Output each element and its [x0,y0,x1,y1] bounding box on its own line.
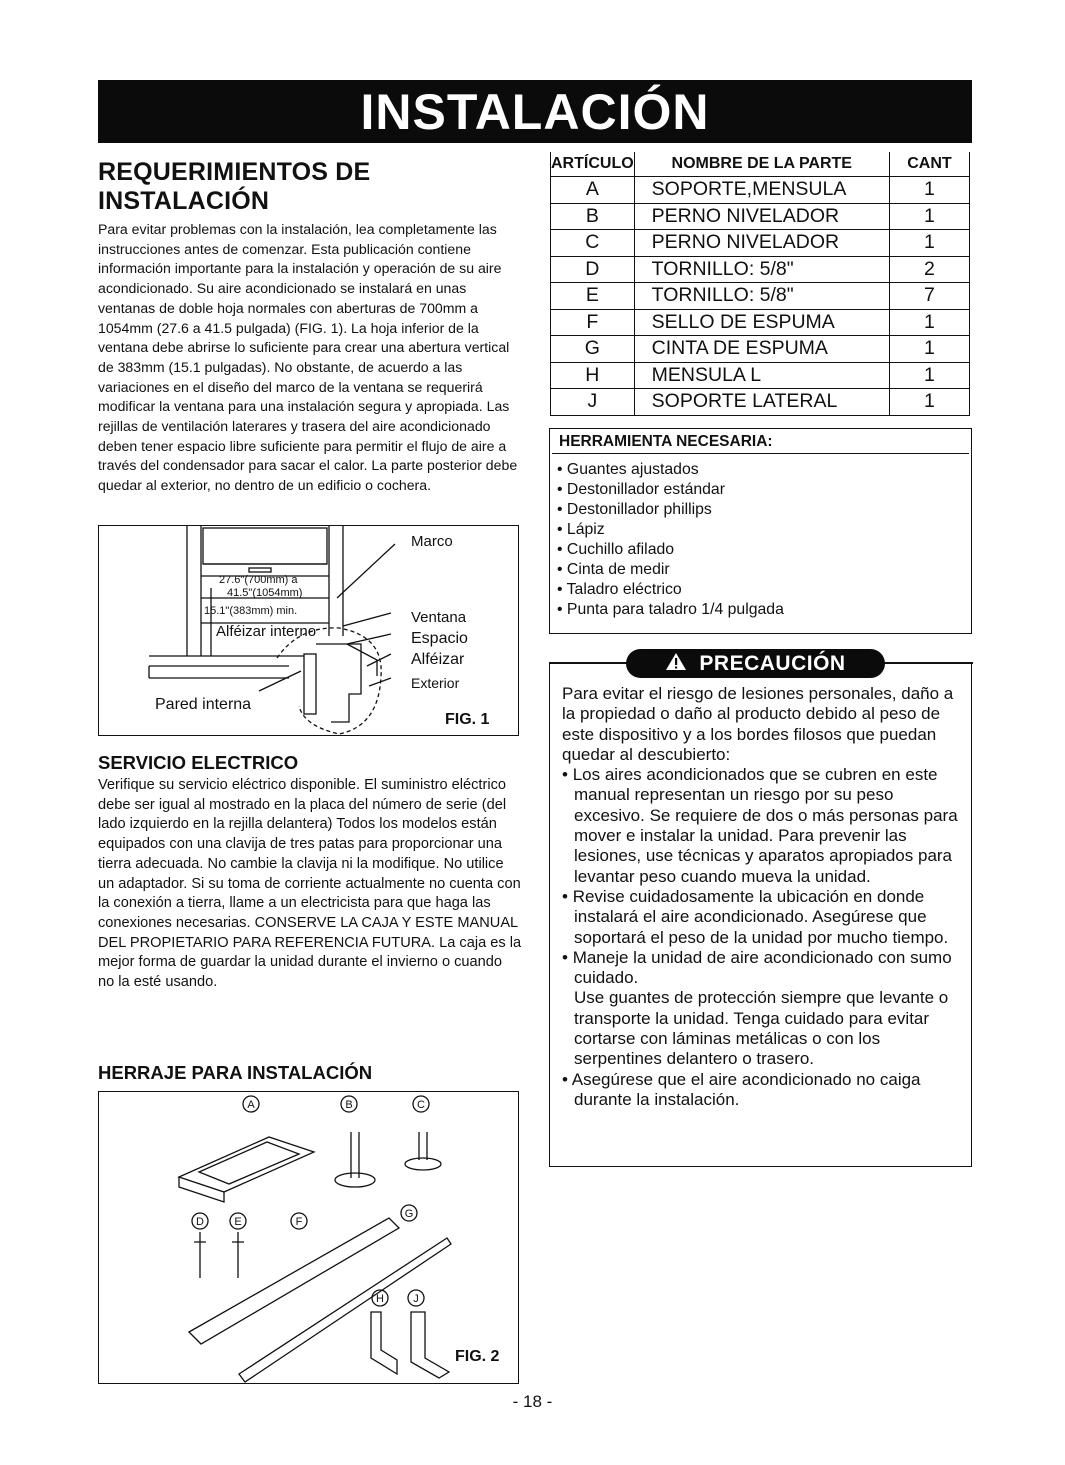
table-header-row [551,152,970,177]
cell-name: PERNO NIVELADOR [634,230,889,257]
cell-article: G [551,336,635,363]
caution-title: PRECAUCIÓN [699,651,846,675]
svg-text:E: E [234,1216,242,1228]
cell-name: SELLO DE ESPUMA [634,309,889,336]
cell-qty: 1 [889,362,969,389]
list-item: • Destonillador phillips [557,500,971,520]
electric-section [98,752,522,993]
window-diagram [99,526,520,737]
cell-name: MENSULA L [634,362,889,389]
cell-qty: 1 [889,203,969,230]
cell-qty: 1 [889,177,969,204]
page-number: - 18 - [512,1392,553,1411]
list-item: • Taladro eléctrico [557,580,971,600]
caution-list [562,765,967,988]
cell-name: SOPORTE,MENSULA [634,177,889,204]
svg-text:H: H [376,1293,384,1305]
caution-box [549,651,972,1167]
svg-text:B: B [345,1099,353,1111]
svg-text:27.6"(700mm) a: 27.6"(700mm) a [219,574,298,586]
svg-text:Alféizar interno: Alféizar interno [216,623,317,640]
cell-article: J [551,389,635,416]
table-row [551,389,970,416]
svg-text:J: J [413,1293,419,1305]
cell-article: H [551,362,635,389]
table-row [551,362,970,389]
list-item: • Guantes ajustados [557,460,971,480]
table-row [551,177,970,204]
tools-title: HERRAMIENTA NECESARIA: [552,429,969,454]
svg-text:D: D [196,1216,204,1228]
cell-article: B [551,203,635,230]
cell-article: D [551,256,635,283]
svg-text:Pared interna: Pared interna [155,696,252,713]
warning-icon [665,652,687,677]
col-header-article: ARTÍCULO [551,152,635,177]
electric-body: Verifique su servicio eléctrico disponible. El suministro eléctrico debe ser igual al mostrado en la placa del número de serie (del lado izquierdo en la rejilla delantera) Todos los modelos están equipados con una clavija de tres patas para proporcionar una tierra adecuada. No cambie la clavija ni la modifique. No utilice un adaptador. Si su toma de corriente actualmente no cuenta con la conexión a tierra, llame a un electricista para que haga las conexiones necesarias. CONSERVE LA CAJA Y ESTE MANUAL DEL PROPIETARIO PARA REFERENCIA FUTURA. La caja es la mejor forma de guardar la unidad durante el invierno o cuando no la esté usando. [98,777,522,991]
cell-article: E [551,283,635,310]
svg-text:G: G [404,1208,414,1220]
list-item: • Lápiz [557,520,971,540]
list-item: • Cinta de medir [557,560,971,580]
caution-badge [626,649,885,678]
svg-text:15.1"(383mm) min.: 15.1"(383mm) min. [204,605,298,617]
electric-title: SERVICIO ELECTRICO [98,752,299,773]
cell-name: CINTA DE ESPUMA [634,336,889,363]
cell-name: TORNILLO: 5/8" [634,283,889,310]
cell-article: A [551,177,635,204]
col-header-qty: CANT [889,152,969,177]
fig2-label: FIG. 2 [455,1348,500,1365]
list-item: • Revise cuidadosamente la ubicación en donde instalará el aire acondicionado. Asegúrese que soportará el peso de la unidad por mucho tiempo. [562,887,967,948]
svg-text:Ventana: Ventana [411,609,467,626]
cell-article: F [551,309,635,336]
cell-qty: 2 [889,256,969,283]
list-item: • Maneje la unidad de aire acondicionado con sumo cuidado. [562,948,967,989]
parts-table [550,152,970,416]
cell-name: SOPORTE LATERAL [634,389,889,416]
cell-article: C [551,230,635,257]
table-row [551,336,970,363]
svg-text:Espacio: Espacio [411,630,468,647]
table-row [551,230,970,257]
cell-qty: 1 [889,336,969,363]
list-item: • Los aires acondicionados que se cubren en este manual representan un riesgo por su peso excesivo. Se requiere de dos o más personas para mover e instalar la unidad. Para prevenir las lesiones, use técnicas y aparatos apropiados para levantar peso cuando mueva la unidad. [562,765,967,887]
svg-text:Alféizar: Alféizar [411,651,465,668]
cell-qty: 7 [889,283,969,310]
table-row [551,283,970,310]
caution-list-end [562,1070,967,1111]
cell-qty: 1 [889,230,969,257]
figure-2 [98,1091,519,1384]
svg-text:F: F [295,1216,303,1228]
svg-text:A: A [247,1099,255,1111]
svg-text:C: C [417,1099,425,1111]
caution-subtext: Use guantes de protección siempre que levante o transporte la unidad. Tenga cuidado para evitar cortarse con láminas metálicas o con los serpentines delantero o trasero. [574,988,949,1069]
list-item: • Asegúrese que el aire acondicionado no caiga durante la instalación. [562,1070,967,1111]
fig1-label: FIG. 1 [445,711,490,728]
cell-qty: 1 [889,309,969,336]
cell-name: PERNO NIVELADOR [634,203,889,230]
list-item: • Destonillador estándar [557,480,971,500]
svg-text:Exterior: Exterior [411,675,460,691]
svg-text:41.5"(1054mm): 41.5"(1054mm) [227,587,303,599]
figure-1 [98,525,519,736]
svg-text:Marco: Marco [411,533,453,550]
cell-qty: 1 [889,389,969,416]
caution-body [562,684,967,1110]
hardware-title: HERRAJE PARA INSTALACIÓN [98,1062,373,1083]
requirements-title: REQUERIMIENTOS DE INSTALACIÓN [98,158,371,215]
page-title: INSTALACIÓN [360,83,710,140]
hardware-diagram [99,1092,520,1385]
list-item: • Punta para taladro 1/4 pulgada [557,600,971,620]
list-item: • Cuchillo afilado [557,540,971,560]
requirements-body: Para evitar problemas con la instalación, lea completamente las instrucciones antes de comenzar. Esta publicación contiene información importante para la instalación y operación de su aire acondicionado. Su aire acondicionado se instalará en unas ventanas de doble hoja normales con aberturas de 700mm a 1054mm (27.6 a 41.5 pulgada) (FIG. 1). La hoja inferior de la ventana debe abrirse lo suficiente para crear una abertura vertical de 383mm (15.1 pulgadas). No obstante, de acuerdo a las variaciones en el diseño del marco de la ventana se requerirá modificar la ventana para una instalación segura y apropiada. Las rejillas de ventilación laterares y trasera del aire acondicionado deben tener espacio libre suficiente para permitir el flujo de aire a través del condensador para sacar el calor. La parte posterior debe quedar al exterior, no dentro de un edificio o cochera. [98,221,518,494]
tools-list [550,460,971,620]
table-row [551,256,970,283]
cell-name: TORNILLO: 5/8" [634,256,889,283]
requirements-section [98,158,522,496]
page-banner [98,80,972,143]
table-row [551,203,970,230]
tools-box [549,428,972,634]
col-header-name: NOMBRE DE LA PARTE [634,152,889,177]
caution-intro: Para evitar el riesgo de lesiones personales, daño a la propiedad o daño al producto debido al peso de este dispositivo y a los bordes filosos que puedan quedar al descubierto: [562,684,954,764]
table-row [551,309,970,336]
